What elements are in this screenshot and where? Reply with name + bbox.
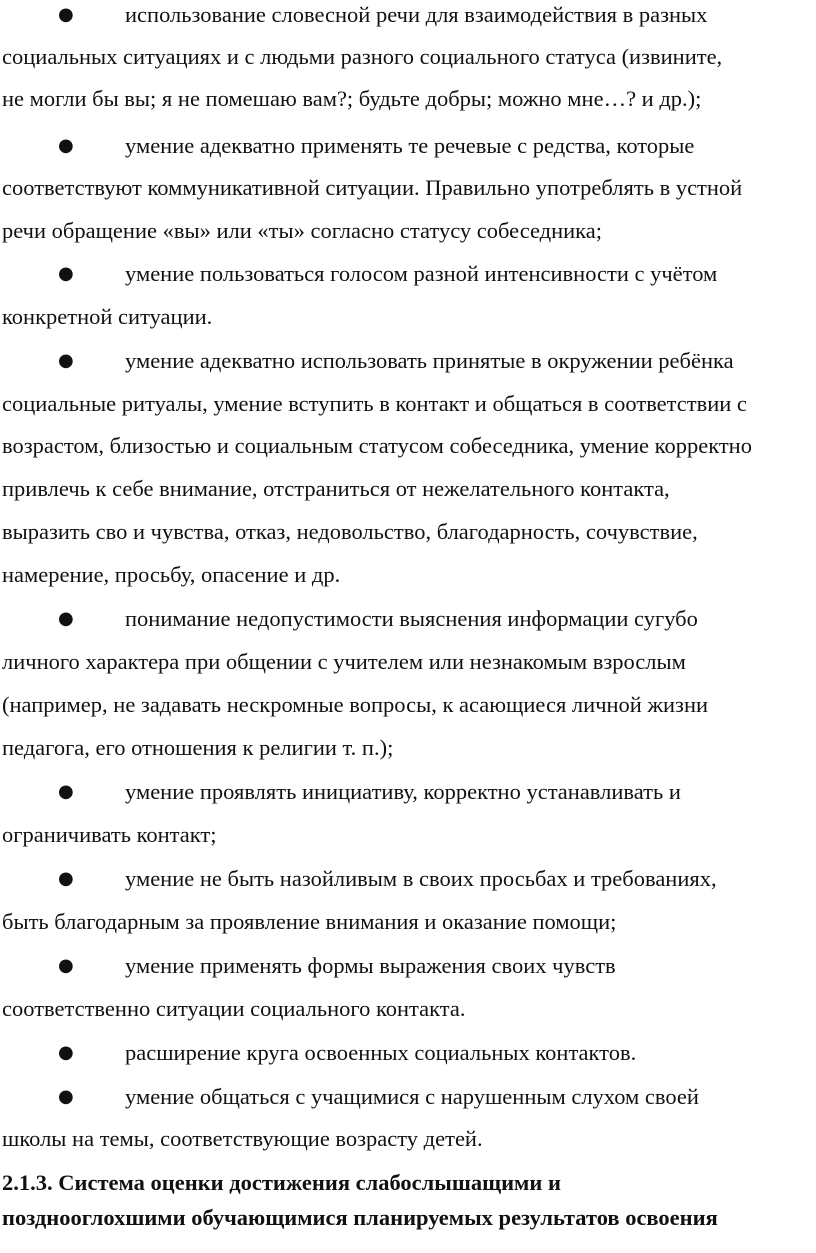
item-5-line-4: педагога, его отношения к религии т. п.); — [2, 735, 394, 760]
item-10-line-2: школы на темы, соответствующие возрасту детей. — [2, 1126, 483, 1151]
bullet-icon: ● — [58, 608, 74, 629]
item-4-line-4: привлечь к себе внимание, отстраниться от нежелательного контакта, — [2, 476, 670, 501]
bullet-icon: ● — [58, 350, 74, 371]
bullet-icon: ● — [58, 1086, 74, 1107]
bullet-icon: ● — [58, 135, 74, 156]
item-4-line-3: возрастом, близостью и социальным статусом собеседника, умение корректно — [2, 433, 752, 458]
item-2-line-3: речи обращение «вы» или «ты» согласно статусу собеседника; — [2, 218, 603, 243]
item-4-line-1: умение адекватно использовать принятые в окружении ребёнка — [125, 348, 734, 373]
bullet-icon: ● — [58, 263, 74, 284]
item-3-line-1: умение пользоваться голосом разной интенсивности с учётом — [125, 261, 718, 286]
item-8-line-1: умение применять формы выражения своих чувств — [125, 953, 616, 978]
item-7-line-2: быть благодарным за проявление внимания и оказание помощи; — [2, 909, 617, 934]
item-5-line-1: понимание недопустимости выяснения информации сугубо — [125, 606, 698, 631]
item-1-line-1: использование словесной речи для взаимодействия в разных — [125, 2, 708, 27]
item-10-line-1: умение общаться с учащимися с нарушенным слухом своей — [125, 1084, 699, 1109]
section-heading-line-1: 2.1.3. Система оценки достижения слабослышащими и — [2, 1170, 561, 1195]
bullet-icon: ● — [58, 4, 74, 25]
item-4-line-6: намерение, просьбу, опасение и др. — [2, 562, 341, 587]
item-3-line-2: конкретной ситуации. — [2, 304, 213, 329]
item-6-line-1: умение проявлять инициативу, корректно устанавливать и — [125, 779, 681, 804]
item-2-line-2: соответствуют коммуникативной ситуации. Правильно употреблять в устной — [2, 175, 743, 200]
item-8-line-2: соответственно ситуации социального контакта. — [2, 996, 466, 1021]
bullet-icon: ● — [58, 1042, 74, 1063]
item-1-line-3: не могли бы вы; я не помешаю вам?; будьте добры; можно мне…? и др.); — [2, 86, 702, 111]
item-1-line-2: социальных ситуациях и с людьми разного социального статуса (извините, — [2, 44, 723, 69]
item-4-line-2: социальные ритуалы, умение вступить в контакт и общаться в соответствии с — [2, 391, 747, 416]
bullet-icon: ● — [58, 781, 74, 802]
item-6-line-2: ограничивать контакт; — [2, 822, 217, 847]
item-9-line-1: расширение круга освоенных социальных контактов. — [125, 1040, 637, 1065]
section-heading-line-2: позднооглохшими обучающимися планируемых результатов освоения — [2, 1205, 718, 1230]
bullet-icon: ● — [58, 868, 74, 889]
item-2-line-1: умение адекватно применять те речевые с редства, которые — [125, 133, 695, 158]
item-7-line-1: умение не быть назойливым в своих просьбах и требованиях, — [125, 866, 717, 891]
item-5-line-3: (например, не задавать нескромные вопросы, к асающиеся личной жизни — [2, 692, 709, 717]
item-5-line-2: личного характера при общении с учителем или незнакомым взрослым — [2, 649, 686, 674]
item-4-line-5: выразить сво и чувства, отказ, недовольство, благодарность, сочувствие, — [2, 519, 698, 544]
bullet-icon: ● — [58, 955, 74, 976]
